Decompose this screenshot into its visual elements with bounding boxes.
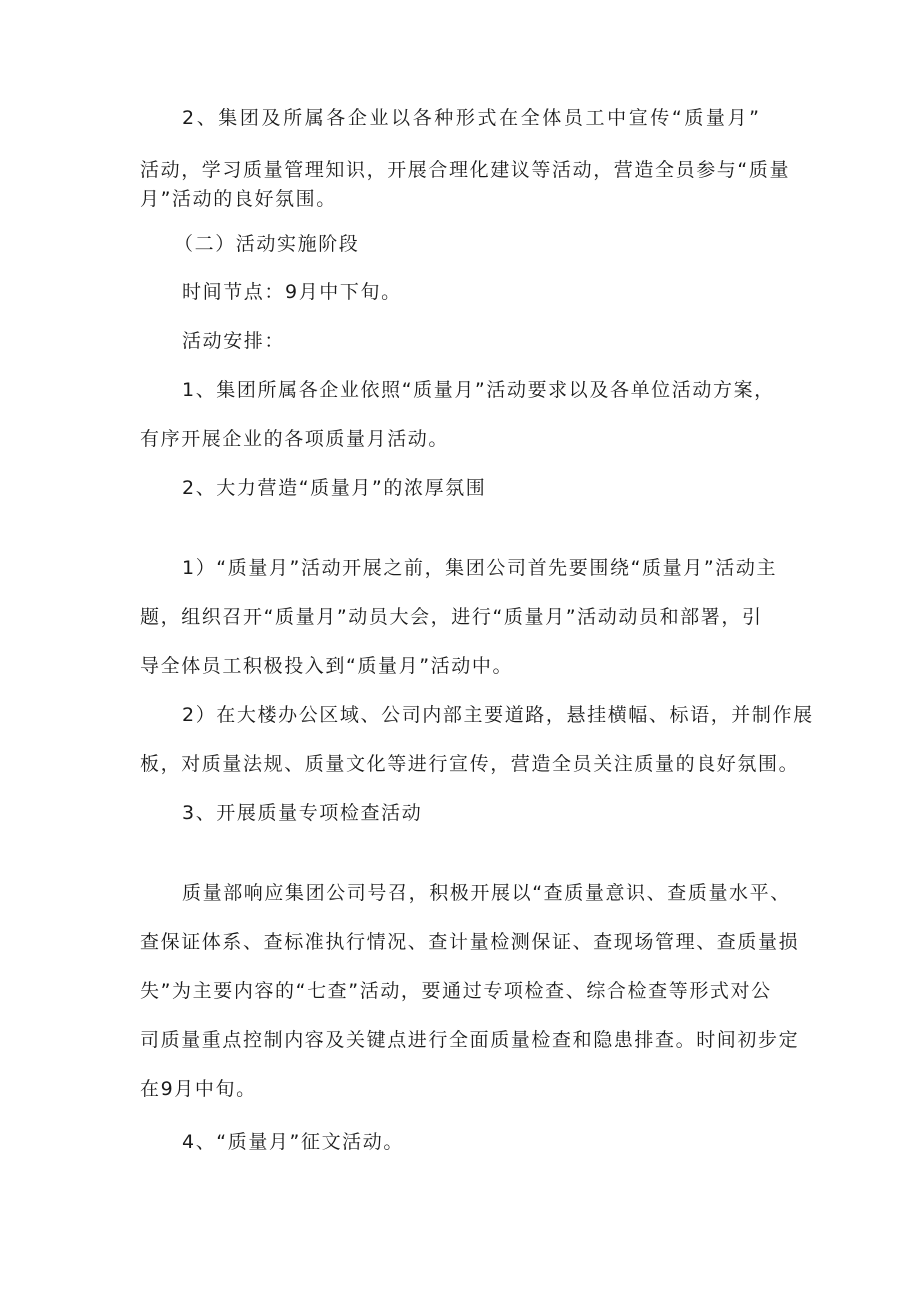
paragraph-line: 1）“质量月”活动开展之前，集团公司首先要围绕“质量月”活动主 xyxy=(182,557,778,579)
paragraph-line: 3、开展质量专项检查活动 xyxy=(182,802,423,824)
paragraph-line: 活动，学习质量管理知识，开展合理化建议等活动，营造全员参与“质量 xyxy=(140,159,791,181)
paragraph-line: 司质量重点控制内容及关键点进行全面质量检查和隐患排查。时间初步定 xyxy=(140,1029,800,1051)
paragraph-line: 2、集团及所属各企业以各种形式在全体员工中宣传“质量月” xyxy=(182,107,762,129)
paragraph-line: 时间节点：9月中下旬。 xyxy=(182,281,402,303)
paragraph-line: 查保证体系、查标准执行情况、查计量检测保证、查现场管理、查质量损 xyxy=(140,931,800,953)
paragraph-line: 4、“质量月”征文活动。 xyxy=(182,1131,404,1153)
paragraph-line: 2、大力营造“质量月”的浓厚氛围 xyxy=(182,477,487,499)
paragraph-line: 板，对质量法规、质量文化等进行宣传，营造全员关注质量的良好氛围。 xyxy=(140,753,800,775)
paragraph-line: 有序开展企业的各项质量月活动。 xyxy=(140,428,450,450)
paragraph-line: 质量部响应集团公司号召，积极开展以“查质量意识、查质量水平、 xyxy=(182,882,791,904)
section-heading: （二）活动实施阶段 xyxy=(174,233,360,255)
paragraph-line: 在9月中旬。 xyxy=(140,1078,257,1100)
paragraph-line: 导全体员工积极投入到“质量月”活动中。 xyxy=(140,655,514,677)
paragraph-line: 活动安排： xyxy=(182,330,286,352)
paragraph-line: 2）在大楼办公区域、公司内部主要道路，悬挂横幅、标语，并制作展 xyxy=(182,704,814,726)
paragraph-line: 月”活动的良好氛围。 xyxy=(140,188,337,210)
paragraph-line: 失”为主要内容的“七查”活动，要通过专项检查、综合检查等形式对公 xyxy=(140,980,772,1002)
paragraph-line: 题，组织召开“质量月”动员大会，进行“质量月”活动动员和部署，引 xyxy=(140,606,763,628)
paragraph-line: 1、集团所属各企业依照“质量月”活动要求以及各单位活动方案， xyxy=(182,379,775,401)
